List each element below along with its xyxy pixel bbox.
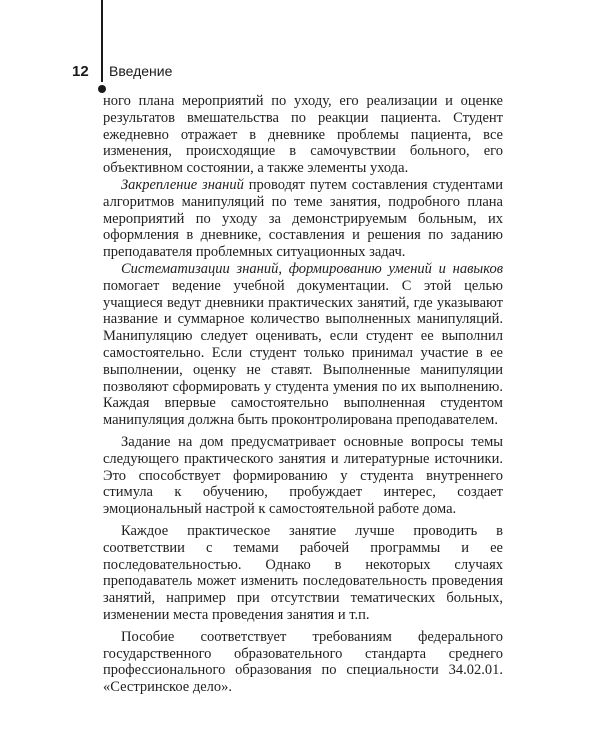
running-head xyxy=(72,60,172,82)
body-text xyxy=(103,93,503,696)
section-title: Введение xyxy=(109,63,173,79)
paragraph-6 xyxy=(103,629,503,696)
page-number: 12 xyxy=(72,62,89,80)
paragraph-1 xyxy=(103,93,503,177)
paragraph-3-term: Систематизации знаний, формированию умений и навыков xyxy=(121,260,503,277)
header-separator xyxy=(101,60,103,82)
vertical-rule xyxy=(101,0,103,64)
paragraph-4 xyxy=(103,434,503,518)
paragraph-5-text: Каждое практическое занятие лучше проводить в соответствии с темами рабочей программы и ее последовательностью. Однако в некоторых случаях преподаватель может изменить последовательность проведения занятий, например при отсутствии тематических больных, изменении места проведения занятия и т.п. xyxy=(103,522,503,623)
rule-dot xyxy=(98,85,106,93)
paragraph-2-term: Закрепление знаний xyxy=(121,176,244,193)
paragraph-2-text: проводят путем составления студентами алгоритмов манипуляций по теме занятия, подробного плана мероприятий по уходу за демонстрируемым больным, их оформления в дневнике, составления и решения по заданию преподавателя проблемных ситуационных задач. xyxy=(103,176,503,261)
paragraph-4-text: Задание на дом предусматривает основные вопросы темы следующего практического занятия и литературные источники. Это способствует формированию у студента внутреннего стимула к обучению, пробуждает интерес, создает эмоциональный настрой к самостоятельной работе дома. xyxy=(103,433,503,518)
paragraph-6-text: Пособие соответствует требованиям федерального государственного образовательного стандарта среднего профессионального образования по специальности 34.02.01. «Сестринское дело». xyxy=(103,628,503,696)
paragraph-5 xyxy=(103,523,503,624)
paragraph-2 xyxy=(103,177,503,261)
paragraph-3-text: помогает ведение учебной документации. С этой целью учащиеся ведут дневники практических занятий, где указывают название и суммарное количество выполненных манипуляций. Манипуляцию следует оценивать, если студент ее выполнил самостоятельно. Если студент только принимал участие в ее выполнении, оценку не ставят. Выполненные манипуляции позволяют сформировать у студента умения по их выполнению. Каждая впервые самостоятельно выполненная студентом манипуляция должна быть проконтролирована преподавателем. xyxy=(103,277,503,429)
paragraph-3 xyxy=(103,261,503,429)
paragraph-1-text: ного плана мероприятий по уходу, его реализации и оценке результатов вмешательства по реакции пациента. Студент ежедневно отражает в дневнике проблемы пациента, все изменения, происходящие в самочувствии больного, его объективном состоянии, а также элементы ухода. xyxy=(103,93,503,177)
